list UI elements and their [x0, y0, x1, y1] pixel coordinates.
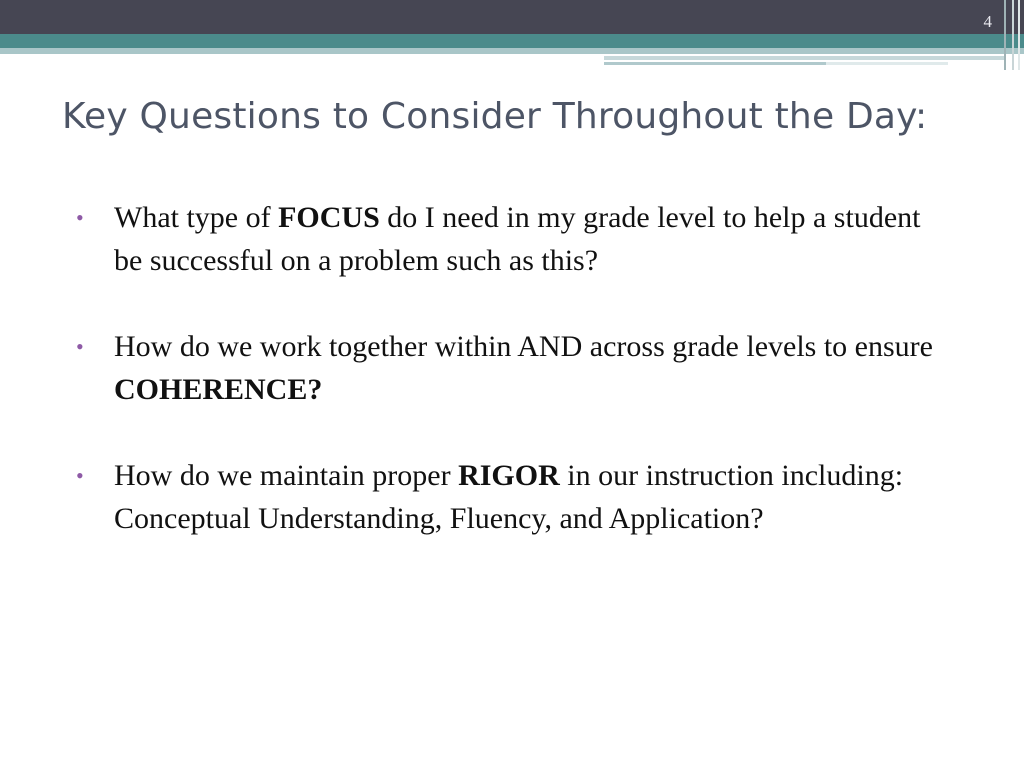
bullet-text-after: do I need in my grade level to help a student be successful on a problem such as this?: [114, 201, 921, 277]
bullet-text: [114, 201, 920, 277]
bullet-text: [114, 459, 903, 535]
slide-title: Key Questions to Consider Throughout the Day:: [62, 96, 928, 137]
header-stripe: [604, 62, 826, 65]
bullet-list: [76, 196, 946, 583]
bullet-text-before: How do we maintain proper: [114, 459, 459, 492]
slide-number: 4: [983, 12, 992, 31]
header-vertical-bar: [1018, 0, 1020, 70]
bullet-item-focus: [76, 196, 946, 282]
header-vertical-bar: [1004, 0, 1006, 70]
bullet-icon: •: [76, 205, 84, 230]
bullet-emphasis: RIGOR: [458, 459, 560, 492]
header-stripe: [826, 62, 948, 65]
bullet-icon: •: [76, 463, 84, 488]
bullet-text-before: How do we work together within AND across grade levels to ensure: [114, 330, 933, 363]
bullet-text: [114, 330, 933, 406]
header-band-teal: [0, 34, 1024, 48]
bullet-emphasis: FOCUS: [278, 201, 380, 234]
header-band-teal-light: [0, 48, 1024, 54]
header-vertical-bar: [1012, 0, 1014, 70]
bullet-icon: •: [76, 334, 84, 359]
bullet-item-rigor: [76, 454, 946, 540]
bullet-text-before: What type of: [114, 201, 279, 234]
bullet-text-after: in our instruction including: Conceptual Understanding, Fluency, and Application?: [114, 459, 904, 535]
bullet-emphasis: COHERENCE?: [114, 373, 323, 406]
header-band-dark: [0, 0, 1024, 34]
header-stripe: [604, 56, 1004, 60]
bullet-item-coherence: [76, 325, 946, 411]
